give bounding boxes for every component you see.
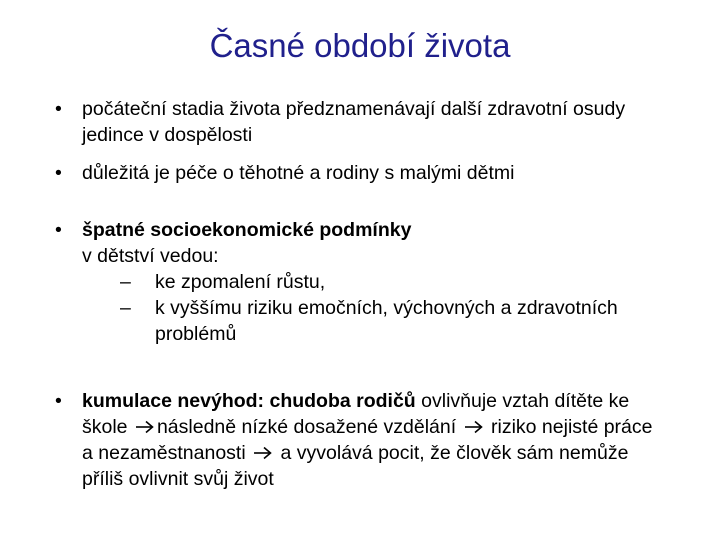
right-arrow-icon xyxy=(253,446,273,460)
bullet-item-4 xyxy=(55,388,665,492)
bullet-item-2 xyxy=(55,160,665,186)
bullet-text-part-2: následně nízké dosažené vzdělání xyxy=(156,416,462,438)
bullet-dot: • xyxy=(55,390,62,412)
bullet-dot: • xyxy=(55,162,62,184)
right-arrow-icon xyxy=(464,420,484,434)
sub-dash: – xyxy=(120,297,131,319)
bullet-content xyxy=(82,388,665,492)
bullet-dot: • xyxy=(55,98,62,120)
sub-item-1 xyxy=(120,269,665,295)
sub-dash: – xyxy=(120,271,131,293)
bullet-item-1 xyxy=(55,96,665,148)
bullet-item-3 xyxy=(55,217,665,347)
bullet-text: v dětství vedou: xyxy=(82,245,219,267)
bullet-content xyxy=(82,217,665,347)
bullet-bold-text: špatné socioekonomické podmínky xyxy=(82,219,412,241)
bullet-dot: • xyxy=(55,219,62,241)
bullet-text: počáteční stadia života předznamenávají další zdravotní osudy jedince v dospělosti xyxy=(82,98,626,146)
bullet-text-part-4: a vyvolává pocit, že člověk sám nemůže příliš ovlivnit svůj život xyxy=(82,442,629,490)
sub-item-2 xyxy=(120,295,665,347)
right-arrow-icon xyxy=(135,420,155,434)
bullet-text-part-1: ovlivňuje vztah dítěte ke škole xyxy=(82,390,630,438)
sub-item-text: ke zpomalení růstu, xyxy=(155,271,326,293)
sub-item-text: k vyššímu riziku emočních, výchovných a zdravotních problémů xyxy=(155,297,618,345)
slide-title: Časné období života xyxy=(209,27,511,64)
bullet-bold-text: kumulace nevýhod: chudoba rodičů xyxy=(82,390,416,412)
bullet-text: důležitá je péče o těhotné a rodiny s malými dětmi xyxy=(82,162,515,184)
bullet-text-part-3: riziko nejisté práce a nezaměstnanosti xyxy=(82,416,653,464)
